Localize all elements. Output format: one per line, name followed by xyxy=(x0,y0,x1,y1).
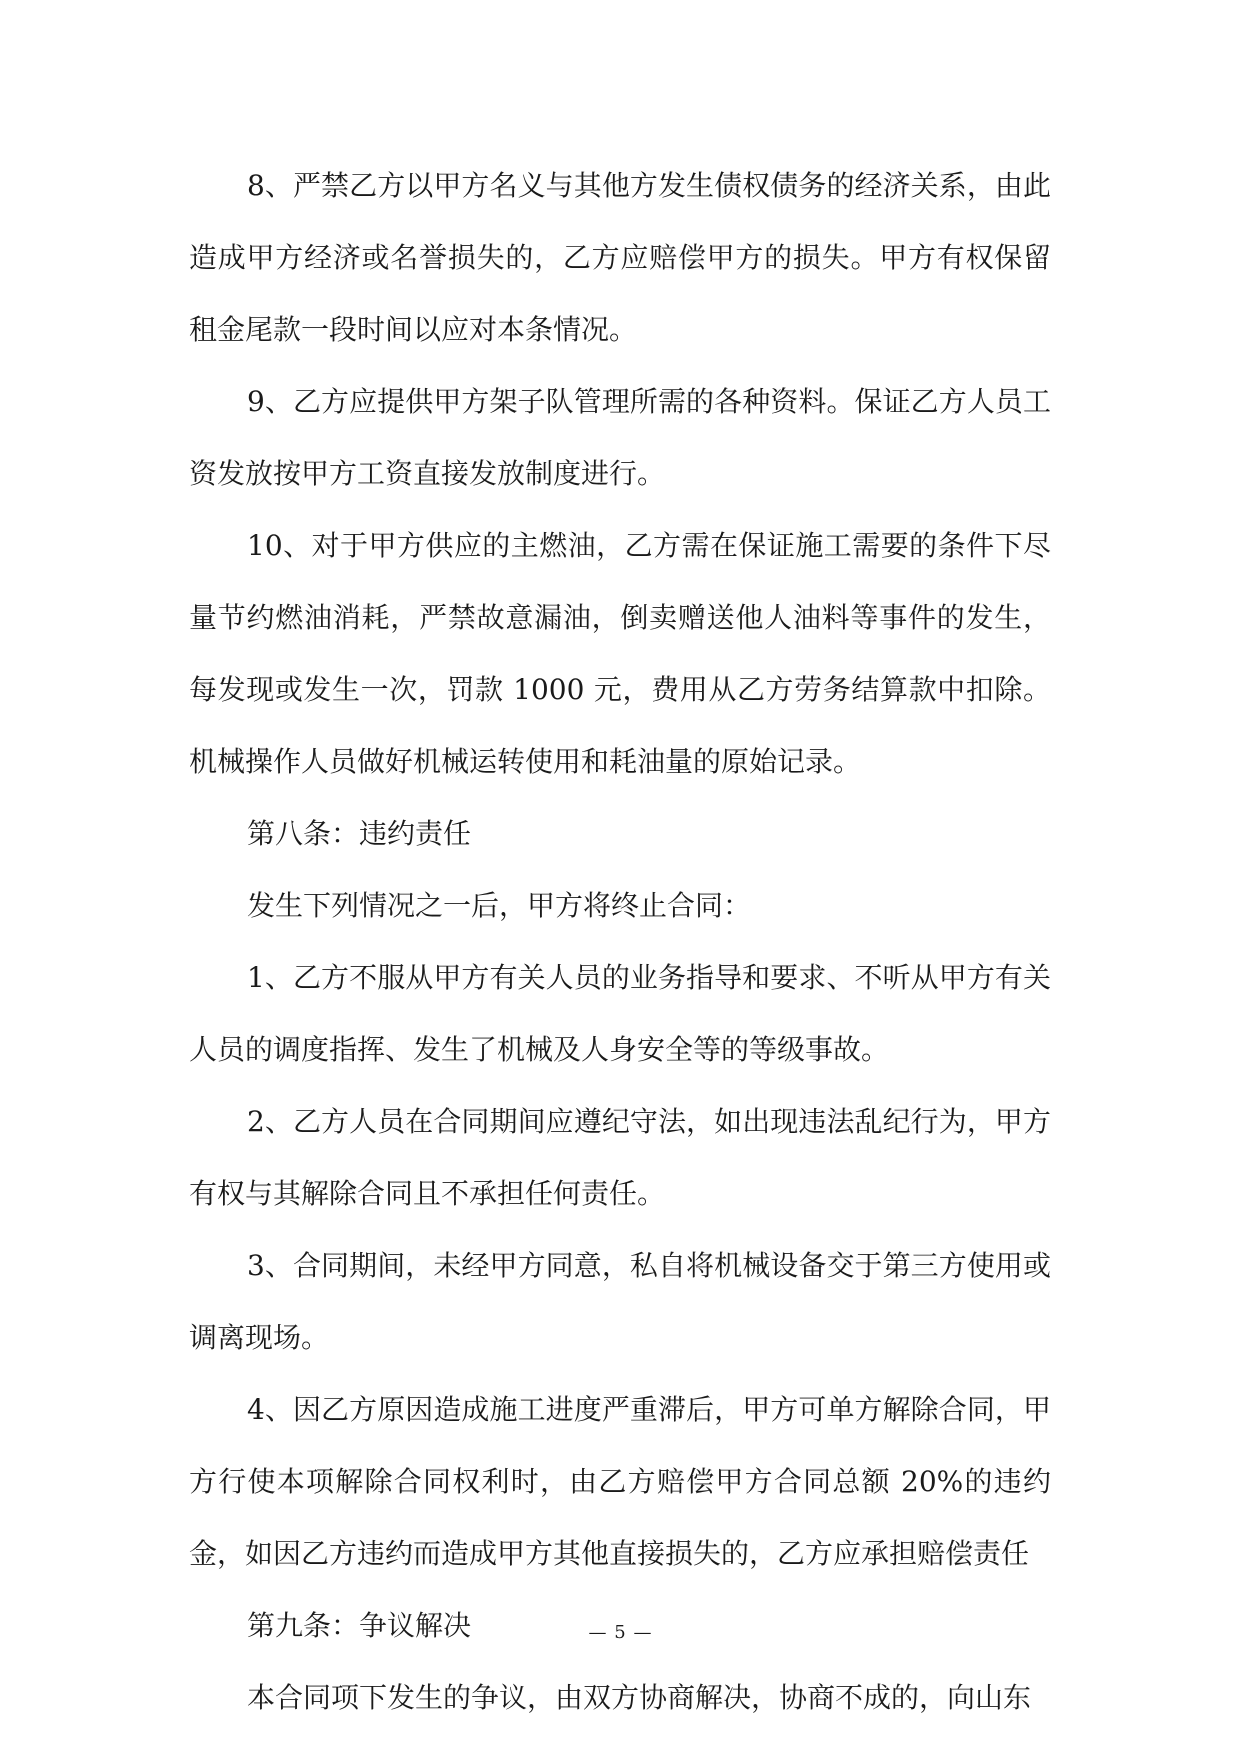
termination-item-3: 3、合同期间，未经甲方同意，私自将机械设备交于第三方使用或调离现场。 xyxy=(189,1249,1051,1354)
termination-item-1: 1、乙方不服从甲方有关人员的业务指导和要求、不听从甲方有关人员的调度指挥、发生了机械及人身安全等的等级事故。 xyxy=(189,961,1051,1066)
termination-item-2: 2、乙方人员在合同期间应遵纪守法，如出现违法乱纪行为，甲方有权与其解除合同且不承担任何责任。 xyxy=(189,1105,1051,1210)
dispute-resolution-paragraph: 本合同项下发生的争议，由双方协商解决，协商不成的，向山东 xyxy=(247,1681,1032,1714)
clause-9-paragraph: 9、乙方应提供甲方架子队管理所需的各种资料。保证乙方人员工资发放按甲方工资直接发放制度进行。 xyxy=(189,385,1051,490)
termination-item-4: 4、因乙方原因造成施工进度严重滞后，甲方可单方解除合同，甲方行使本项解除合同权利时，由乙方赔偿甲方合同总额 20%的违约金，如因乙方违约而造成甲方其他直接损失的，乙方应承担赔偿责任 xyxy=(189,1393,1051,1570)
article-9-heading: 第九条：争议解决 xyxy=(247,1609,472,1642)
document-body xyxy=(189,150,1051,1734)
termination-intro-paragraph: 发生下列情况之一后，甲方将终止合同： xyxy=(247,889,752,922)
clause-10-paragraph: 10、对于甲方供应的主燃油，乙方需在保证施工需要的条件下尽量节约燃油消耗，严禁故意漏油，倒卖赠送他人油料等事件的发生，每发现或发生一次，罚款 1000 元，费用从乙方劳务结算款中扣除。机械操作人员做好机械运转使用和耗油量的原始记录。 xyxy=(189,529,1051,778)
page-number: — 5 — xyxy=(588,1622,653,1643)
clause-8-paragraph: 8、严禁乙方以甲方名义与其他方发生债权债务的经济关系，由此造成甲方经济或名誉损失的，乙方应赔偿甲方的损失。甲方有权保留租金尾款一段时间以应对本条情况。 xyxy=(189,169,1051,346)
article-8-heading: 第八条：违约责任 xyxy=(247,817,472,850)
